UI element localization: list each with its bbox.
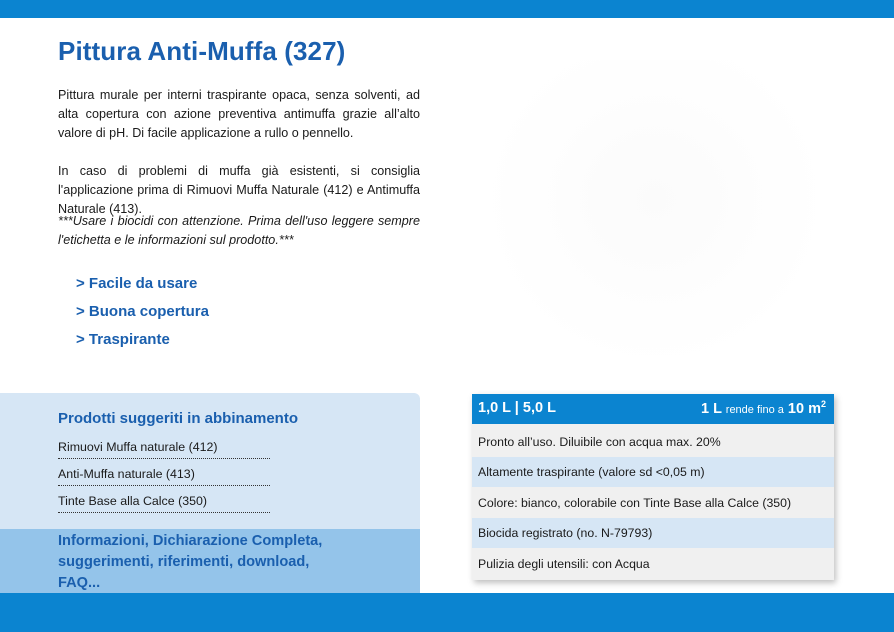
spec-row: Colore: bianco, colorabile con Tinte Base alla Calce (350) (472, 488, 834, 518)
spec-row: Biocida registrato (no. N-79793) (472, 518, 834, 548)
suggested-products-title: Prodotti suggeriti in abbinamento (58, 410, 298, 427)
package-sizes: 1,0 L | 5,0 L (478, 400, 556, 416)
product-image (480, 60, 830, 370)
feature-item: > Facile da usare (76, 275, 198, 292)
spec-row: Pulizia degli utensili: con Acqua (472, 549, 834, 579)
info-link[interactable]: Informazioni, Dichiarazione Completa, suggerimenti, riferimenti, download, FAQ... (58, 533, 323, 591)
spec-row: Altamente traspirante (valore sd <0,05 m) (472, 457, 834, 487)
coverage-yield: 1 L rende fino a 10 $m^2$ (701, 399, 826, 417)
feature-item: > Traspirante (76, 331, 170, 348)
suggested-product-link[interactable]: Tinte Base alla Calce (350) (58, 491, 270, 518)
feature-list (76, 274, 209, 358)
suggested-product-link[interactable]: Anti-Muffa naturale (413) (58, 464, 270, 491)
description-paragraph-1: Pittura murale per interni traspirante opaca, senza solventi, ad alta copertura con azione preventiva antimuffa grazie all’alto valore di pH. Di facile applicazione a rullo o pennello. (58, 88, 420, 140)
suggested-product-link[interactable]: Rimuovi Muffa naturale (412) (58, 437, 270, 464)
biocide-warning: ***Usare i biocidi con attenzione. Prima dell'uso leggere sempre l'etichetta e le informazioni sul prodotto.*** (58, 214, 420, 247)
spec-card (472, 394, 834, 580)
product-description (58, 86, 420, 219)
spec-header (472, 394, 834, 424)
bottom-bar (0, 593, 894, 632)
top-bar (0, 0, 894, 18)
feature-item: > Buona copertura (76, 303, 209, 320)
spec-row: Pronto all’uso. Diluibile con acqua max. 20% (472, 427, 834, 457)
page-title: Pittura Anti-Muffa (327) (58, 36, 346, 66)
description-paragraph-2: In caso di problemi di muffa già esistenti, si consiglia l'applicazione prima di Rimuovi Muffa Naturale (412) e Antimuffa Naturale (413). (58, 164, 420, 216)
suggested-products-list (58, 437, 270, 518)
